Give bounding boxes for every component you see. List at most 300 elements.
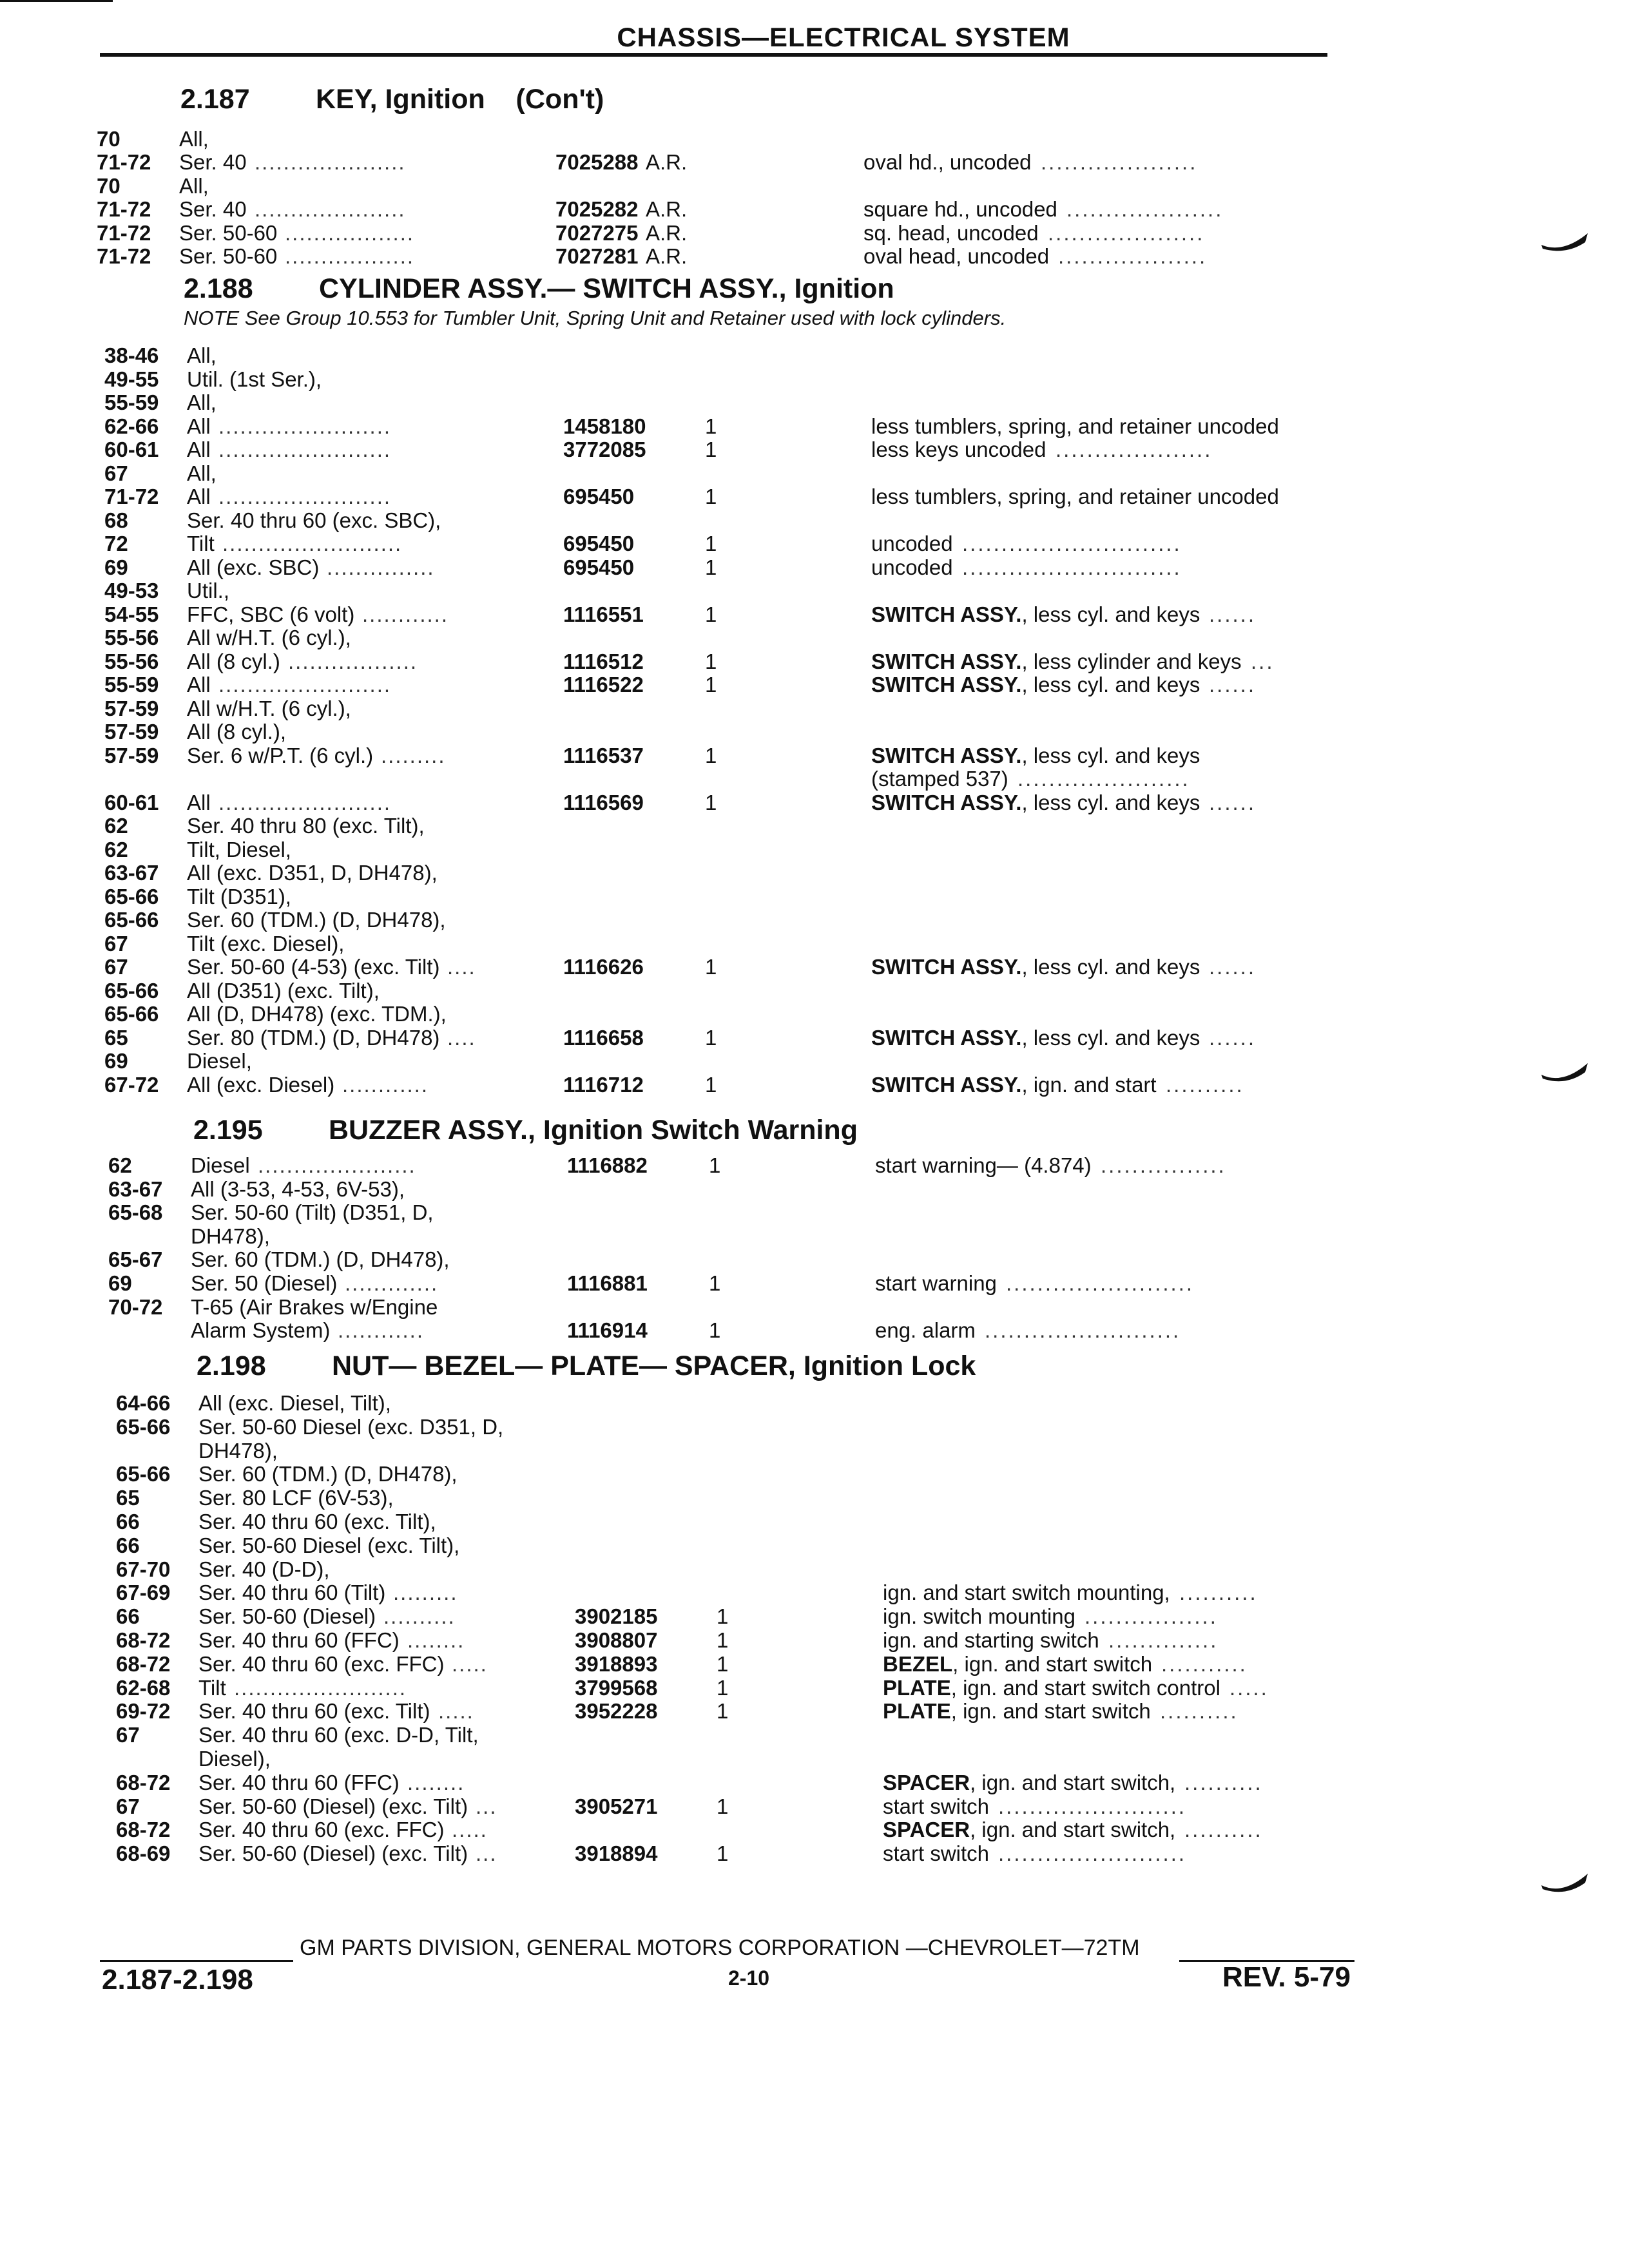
part-number: 1116626 (563, 955, 644, 979)
parts-row (116, 1533, 1405, 1559)
parts-row (116, 1485, 1405, 1511)
application: Ser. 50-60 Diesel (exc. Tilt), (198, 1533, 460, 1557)
application: Ser. 40 (D-D), (198, 1557, 330, 1581)
model-year: 68-72 (116, 1818, 171, 1842)
application: Ser. 50 (Diesel) (191, 1271, 338, 1295)
model-year: 70 (97, 173, 120, 198)
application: All (187, 414, 211, 438)
application: DH478), (198, 1438, 278, 1463)
parts-row (104, 719, 1393, 745)
parts-row (104, 461, 1393, 486)
parts-row (116, 1651, 1405, 1677)
application: Diesel (191, 1153, 250, 1177)
parts-row (116, 1770, 1405, 1796)
parts-row (97, 197, 1385, 222)
application: Util., (187, 579, 229, 602)
model-year: 60-61 (104, 437, 159, 461)
model-year: 49-55 (104, 367, 159, 391)
parts-row (104, 790, 1393, 816)
model-year: 62-68 (116, 1675, 171, 1700)
leader-dots: ............ (342, 1072, 429, 1097)
description-leader-dots: ...... (1209, 673, 1257, 697)
parts-row (104, 649, 1393, 675)
part-number: 3952228 (575, 1699, 658, 1724)
application: Ser. 40 thru 60 (exc. SBC), (187, 508, 441, 532)
parts-row (104, 602, 1393, 628)
model-year: 54-55 (104, 602, 159, 626)
model-year: 67-70 (116, 1557, 171, 1581)
parts-row (104, 766, 1393, 792)
description: less tumblers, spring, and retainer uncoded (871, 485, 1279, 508)
application: All, (179, 173, 209, 198)
application: All, (187, 461, 217, 485)
application: Ser. 40 (179, 150, 247, 175)
parts-row (116, 1722, 1405, 1748)
application: All (exc. Diesel, Tilt), (198, 1391, 391, 1415)
description-leader-dots: ...... (1209, 602, 1257, 626)
description-leader-dots: .......... (1184, 1818, 1263, 1842)
part-number: 3772085 (563, 437, 646, 461)
parts-row (104, 1048, 1393, 1074)
model-year: 67-72 (104, 1072, 159, 1097)
leader-dots: .................. (288, 649, 418, 673)
section-note: NOTE See Group 10.553 for Tumbler Unit, Spring Unit and Retainer used with lock cylinders. (184, 307, 1007, 329)
application: FFC, SBC (6 volt) (187, 602, 355, 626)
model-year: 68 (104, 508, 128, 532)
description: PLATE, ign. and start switch control (883, 1675, 1220, 1700)
application: Ser. 60 (TDM.) (D, DH478), (187, 908, 446, 932)
model-year: 62 (108, 1153, 132, 1177)
model-year: 49-53 (104, 579, 159, 602)
parts-row (104, 1025, 1393, 1051)
part-number: 1116881 (567, 1271, 648, 1295)
parts-row (116, 1817, 1405, 1843)
description: oval hd., uncoded (863, 150, 1032, 175)
application: All (exc. SBC) (187, 555, 320, 579)
description: uncoded (871, 555, 953, 579)
application: Tilt, Diesel, (187, 837, 291, 861)
description: less keys uncoded (871, 437, 1046, 461)
application: All w/H.T. (6 cyl.), (187, 626, 351, 649)
part-number: 1116512 (563, 649, 644, 673)
binder-punch-mark (1540, 1057, 1592, 1089)
quantity: 1 (717, 1628, 729, 1652)
quantity: 1 (705, 673, 717, 697)
parts-row (104, 743, 1393, 769)
model-year: 64-66 (116, 1391, 171, 1415)
application: Ser. 40 thru 60 (FFC) (198, 1770, 400, 1794)
model-year: 66 (116, 1604, 140, 1629)
model-year: 65-66 (104, 908, 159, 932)
application: Ser. 50-60 (Diesel) (exc. Tilt) (198, 1841, 468, 1866)
quantity: 1 (705, 790, 717, 814)
model-year: 57-59 (104, 743, 159, 767)
quantity: 1 (717, 1699, 729, 1724)
description-leader-dots: .................... (1055, 437, 1213, 461)
parts-row (116, 1438, 1405, 1464)
section-title: NUT— BEZEL— PLATE— SPACER, Ignition Lock (332, 1350, 976, 1381)
leader-dots: .................. (285, 220, 415, 245)
quantity: 1 (717, 1604, 729, 1629)
part-number: 7027281 (555, 244, 639, 268)
leader-dots: ........................ (218, 485, 392, 508)
footer-publisher-line (100, 1936, 1356, 1965)
model-year: 65-66 (104, 978, 159, 1003)
parts-row (97, 126, 1385, 152)
parts-row (116, 1628, 1405, 1653)
application: Tilt (198, 1675, 226, 1700)
description: sq. head, uncoded (863, 220, 1039, 245)
parts-row (116, 1390, 1405, 1416)
application: Ser. 50-60 (Tilt) (D351, D, (191, 1200, 434, 1225)
model-year: 69 (108, 1271, 132, 1295)
model-year: 69 (104, 1049, 128, 1073)
application: All (187, 790, 211, 814)
leader-dots: ........................ (218, 673, 392, 697)
description-leader-dots: ...... (1209, 955, 1257, 979)
description: start switch (883, 1794, 990, 1818)
description: start switch (883, 1841, 990, 1866)
parts-row (104, 813, 1393, 839)
parts-row (104, 531, 1393, 557)
application: T-65 (Air Brakes w/Engine (191, 1294, 438, 1319)
parts-row (104, 1001, 1393, 1027)
parts-row (108, 1247, 1397, 1273)
leader-dots: .................. (285, 244, 415, 268)
model-year: 55-56 (104, 649, 159, 673)
model-year: 68-72 (116, 1770, 171, 1794)
part-number: 3902185 (575, 1604, 658, 1629)
parts-row (104, 1072, 1393, 1098)
quantity: 1 (705, 555, 717, 579)
section-number: 2.198 (197, 1350, 266, 1381)
leader-dots: ......... (381, 743, 446, 767)
part-number: 3905271 (575, 1794, 658, 1818)
application: Ser. 40 thru 60 (exc. Tilt) (198, 1699, 430, 1724)
leader-dots: .... (447, 955, 476, 979)
description: SWITCH ASSY., less cylinder and keys (871, 649, 1242, 673)
leader-dots: ............ (338, 1318, 425, 1343)
leader-dots: ... (476, 1841, 497, 1866)
quantity: 1 (709, 1271, 721, 1295)
description-leader-dots: .................... (1066, 197, 1224, 222)
description-leader-dots: ............................ (962, 555, 1182, 579)
parts-row (116, 1698, 1405, 1724)
quantity: 1 (705, 955, 717, 979)
model-year: 65-66 (104, 1002, 159, 1026)
model-year: 65 (104, 1025, 128, 1050)
model-year: 65-67 (108, 1247, 163, 1272)
parts-row (104, 954, 1393, 980)
leader-dots: ............ (362, 602, 449, 626)
leader-dots: ........ (407, 1628, 465, 1652)
quantity: 1 (705, 602, 717, 626)
model-year: 65 (116, 1486, 140, 1510)
leader-dots: ............. (345, 1271, 439, 1295)
model-year: 57-59 (104, 696, 159, 720)
application: Diesel), (198, 1747, 271, 1771)
model-year: 63-67 (104, 861, 159, 885)
description: SWITCH ASSY., less cyl. and keys (871, 955, 1200, 979)
description: eng. alarm (875, 1318, 976, 1343)
parts-row (104, 978, 1393, 1004)
parts-row (97, 149, 1385, 175)
leader-dots: ........................ (218, 437, 392, 461)
description: SWITCH ASSY., less cyl. and keys (871, 602, 1200, 626)
quantity: A.R. (646, 220, 688, 245)
application: Ser. 40 thru 60 (exc. Tilt), (198, 1510, 436, 1533)
parts-row (116, 1509, 1405, 1535)
description: square hd., uncoded (863, 197, 1057, 222)
quantity: 1 (705, 1072, 717, 1097)
part-number: 3918893 (575, 1651, 658, 1676)
application: All, (179, 127, 209, 151)
parts-row (108, 1177, 1397, 1202)
parts-row (104, 931, 1393, 957)
model-year: 62-66 (104, 414, 159, 438)
model-year: 69 (104, 555, 128, 579)
description-leader-dots: ........................ (1006, 1271, 1195, 1295)
parts-row (104, 437, 1393, 463)
parts-row (116, 1461, 1405, 1487)
quantity: 1 (705, 743, 717, 767)
parts-row (104, 907, 1393, 933)
leader-dots: ..................... (255, 150, 406, 175)
application: DH478), (191, 1224, 270, 1248)
footer-publisher: GM PARTS DIVISION, GENERAL MOTORS CORPORATION —CHEVROLET—72TM (300, 1936, 1140, 1960)
application: All, (187, 390, 217, 414)
section-title: CYLINDER ASSY.— SWITCH ASSY., Ignition (319, 273, 894, 304)
model-year: 71-72 (97, 244, 151, 268)
description-leader-dots: ...... (1209, 790, 1257, 814)
model-year: 65-66 (116, 1462, 171, 1486)
description: SWITCH ASSY., ign. and start (871, 1072, 1157, 1097)
application: Util. (1st Ser.), (187, 367, 322, 391)
quantity: 1 (705, 1025, 717, 1050)
model-year: 62 (104, 814, 128, 838)
description: oval head, uncoded (863, 244, 1050, 268)
quantity: 1 (717, 1675, 729, 1700)
model-year: 67 (116, 1794, 140, 1818)
application: Ser. 40 thru 80 (exc. Tilt), (187, 814, 425, 838)
parts-row (104, 390, 1393, 416)
leader-dots: .......... (383, 1604, 456, 1629)
section-number: 2.195 (193, 1115, 263, 1146)
parts-row (108, 1271, 1397, 1296)
part-number: 1116658 (563, 1025, 644, 1050)
model-year: 65-66 (116, 1414, 171, 1439)
quantity: 1 (717, 1651, 729, 1676)
model-year: 55-59 (104, 390, 159, 414)
binder-punch-mark (1540, 1869, 1592, 1901)
model-year: 71-72 (97, 150, 151, 175)
leader-dots: ........ (407, 1770, 465, 1794)
page-header-title: CHASSIS—ELECTRICAL SYSTEM (617, 22, 1070, 52)
application: Ser. 40 thru 60 (exc. FFC) (198, 1818, 445, 1842)
header-rule (100, 53, 1327, 57)
application: Ser. 80 (TDM.) (D, DH478) (187, 1025, 440, 1050)
application: All (3-53, 4-53, 6V-53), (191, 1177, 405, 1201)
model-year: 63-67 (108, 1177, 163, 1201)
parts-row (104, 343, 1393, 369)
section-heading (184, 273, 894, 305)
section-number: 2.187 (180, 84, 250, 115)
quantity: 1 (717, 1841, 729, 1866)
application: Alarm System) (191, 1318, 331, 1343)
leader-dots: ............... (327, 555, 435, 579)
model-year: 60-61 (104, 790, 159, 814)
application: Ser. 50-60 (179, 220, 278, 245)
description-leader-dots: .................... (1041, 150, 1198, 175)
application: Ser. 50-60 Diesel (exc. D351, D, (198, 1414, 504, 1439)
application: All (exc. Diesel) (187, 1072, 335, 1097)
application: All, (187, 343, 217, 367)
parts-row (97, 244, 1385, 269)
model-year: 38-46 (104, 343, 159, 367)
part-number: 1116569 (563, 790, 644, 814)
footer-group-range: 2.187-2.198 (102, 1964, 253, 1995)
model-year: 68-72 (116, 1651, 171, 1676)
parts-row (104, 508, 1393, 533)
parts-row (97, 173, 1385, 199)
leader-dots: .... (447, 1025, 476, 1050)
parts-row (108, 1153, 1397, 1178)
model-year: 57-59 (104, 720, 159, 744)
parts-row (104, 578, 1393, 604)
footer-rule-left (100, 1960, 293, 1962)
part-number: 1116522 (563, 673, 644, 697)
quantity: A.R. (646, 150, 688, 175)
description-leader-dots: ................ (1101, 1153, 1226, 1177)
part-number: 7025282 (555, 197, 639, 222)
model-year: 67 (104, 931, 128, 956)
description-leader-dots: ...... (1209, 1025, 1257, 1050)
parts-row (116, 1604, 1405, 1629)
description-leader-dots: .................... (1048, 220, 1205, 245)
description-leader-dots: ........... (1161, 1651, 1248, 1676)
parts-row (97, 220, 1385, 246)
description: SWITCH ASSY., less cyl. and keys (871, 743, 1200, 767)
footer-page-number: 2-10 (728, 1966, 770, 1990)
application: Ser. 50-60 (179, 244, 278, 268)
description: SWITCH ASSY., less cyl. and keys (871, 1025, 1200, 1050)
section-heading (193, 1115, 858, 1146)
model-year: 67 (104, 461, 128, 485)
quantity: A.R. (646, 244, 688, 268)
model-year: 67-69 (116, 1581, 171, 1605)
model-year: 66 (116, 1510, 140, 1533)
part-number: 695450 (563, 532, 635, 555)
description: ign. and starting switch (883, 1628, 1099, 1652)
part-number: 3908807 (575, 1628, 658, 1652)
leader-dots: ..... (452, 1818, 488, 1842)
description-leader-dots: .......... (1160, 1699, 1239, 1724)
quantity: 1 (709, 1318, 721, 1343)
description: ign. switch mounting (883, 1604, 1075, 1629)
description-leader-dots: ... (1251, 649, 1275, 673)
model-year: 65-66 (104, 884, 159, 908)
model-year: 55-59 (104, 673, 159, 697)
parts-row (104, 672, 1393, 698)
application: All (D, DH478) (exc. TDM.), (187, 1002, 447, 1026)
description-leader-dots: .......... (1184, 1770, 1263, 1794)
parts-row (108, 1318, 1397, 1343)
leader-dots: ..... (452, 1651, 488, 1676)
part-number: 7025288 (555, 150, 639, 175)
part-number: 1116712 (563, 1072, 644, 1097)
application: Ser. 40 thru 60 (FFC) (198, 1628, 400, 1652)
part-number: 1116551 (563, 602, 644, 626)
top-rule-stub (0, 0, 113, 2)
parts-row (108, 1294, 1397, 1320)
application: Ser. 50-60 (Diesel) (exc. Tilt) (198, 1794, 468, 1818)
model-year: 70-72 (108, 1294, 163, 1319)
description-leader-dots: ................... (1058, 244, 1208, 268)
model-year: 55-56 (104, 626, 159, 649)
part-number: 1116882 (567, 1153, 648, 1177)
application: Ser. 6 w/P.T. (6 cyl.) (187, 743, 374, 767)
model-year: 67 (104, 955, 128, 979)
leader-dots: ......................... (222, 532, 403, 555)
parts-row (116, 1675, 1405, 1701)
application: Ser. 40 thru 60 (Tilt) (198, 1581, 386, 1605)
description: PLATE, ign. and start switch (883, 1699, 1151, 1724)
part-number: 1116914 (567, 1318, 648, 1343)
parts-row (104, 414, 1393, 439)
quantity: 1 (709, 1153, 721, 1177)
application: Ser. 40 (179, 197, 247, 222)
part-number: 1116537 (563, 743, 644, 767)
application: All (8 cyl.) (187, 649, 280, 673)
application: All w/H.T. (6 cyl.), (187, 696, 351, 720)
parts-row (108, 1200, 1397, 1225)
parts-row (104, 884, 1393, 910)
footer-revision: REV. 5-79 (1222, 1961, 1351, 1993)
model-year: 72 (104, 532, 128, 555)
description-leader-dots: ......................... (985, 1318, 1181, 1343)
description-leader-dots: .......... (1166, 1072, 1244, 1097)
parts-row (104, 555, 1393, 581)
application: All (D351) (exc. Tilt), (187, 978, 380, 1003)
quantity: 1 (705, 649, 717, 673)
quantity: 1 (705, 485, 717, 508)
leader-dots: ...................... (258, 1153, 416, 1177)
description: start warning (875, 1271, 997, 1295)
application: Ser. 50-60 (Diesel) (198, 1604, 376, 1629)
application: Diesel, (187, 1049, 252, 1073)
description-leader-dots: ........................ (998, 1794, 1187, 1818)
model-year: 71-72 (104, 485, 159, 508)
model-year: 67 (116, 1723, 140, 1747)
application: Ser. 40 thru 60 (exc. D-D, Tilt, (198, 1723, 479, 1747)
description-leader-dots: ............................ (962, 532, 1182, 555)
quantity: 1 (705, 414, 717, 438)
description-leader-dots: ...................... (1017, 767, 1190, 791)
application: All (exc. D351, D, DH478), (187, 861, 438, 885)
part-number: 7027275 (555, 220, 639, 245)
model-year: 62 (104, 837, 128, 861)
parts-row (104, 696, 1393, 722)
application: Tilt (187, 532, 215, 555)
application: All (187, 437, 211, 461)
application: Tilt (exc. Diesel), (187, 931, 345, 956)
model-year: 69-72 (116, 1699, 171, 1724)
application: All (187, 673, 211, 697)
part-number: 695450 (563, 485, 635, 508)
description: BEZEL, ign. and start switch (883, 1651, 1153, 1676)
binder-punch-mark (1540, 226, 1592, 258)
part-number: 3918894 (575, 1841, 658, 1866)
